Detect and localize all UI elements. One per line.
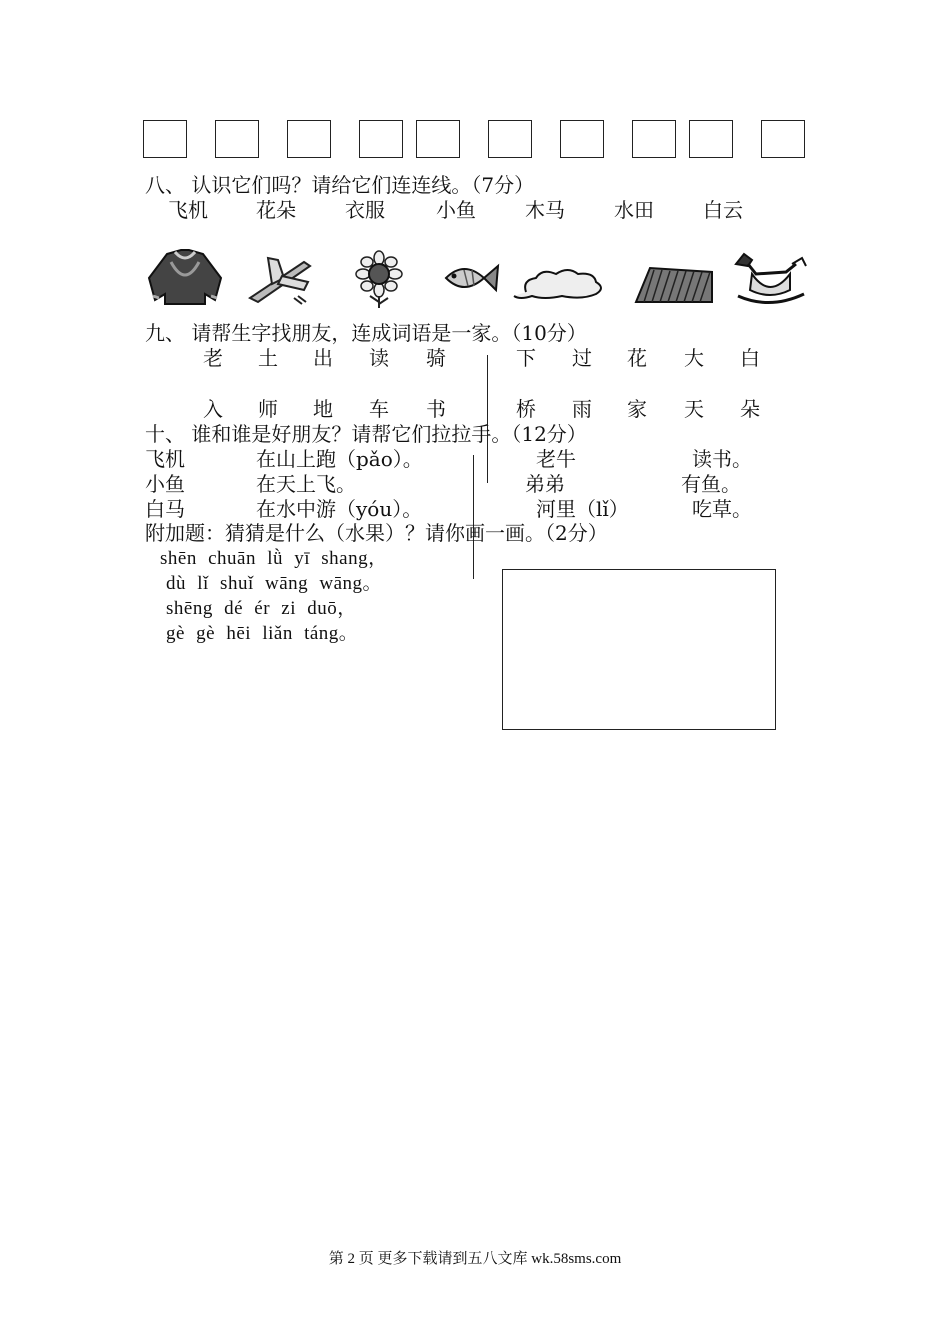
q10-item[interactable]: 老牛 xyxy=(536,447,576,471)
q9-char[interactable]: 桥 xyxy=(516,397,536,421)
cloud-icon[interactable] xyxy=(512,266,608,302)
q9-char[interactable]: 朵 xyxy=(740,397,760,421)
q9-char[interactable]: 入 xyxy=(203,397,223,421)
q10-title: 十、 谁和谁是好朋友？请帮它们拉拉手。（12分） xyxy=(145,422,587,446)
q8-word[interactable]: 木马 xyxy=(525,198,565,222)
airplane-icon[interactable] xyxy=(244,252,316,308)
q8-word[interactable]: 飞机 xyxy=(168,198,208,222)
answer-box[interactable] xyxy=(143,120,187,158)
divider-line xyxy=(473,455,474,579)
q10-item[interactable]: 河里（lǐ） xyxy=(536,497,629,521)
q9-char[interactable]: 地 xyxy=(313,397,333,421)
q10-item[interactable]: 在天上飞。 xyxy=(256,472,356,496)
q8-title: 八、 认识它们吗？请给它们连连线。（7分） xyxy=(145,173,535,197)
answer-box[interactable] xyxy=(689,120,733,158)
q9-char[interactable]: 大 xyxy=(684,346,704,370)
q9-char[interactable]: 家 xyxy=(627,397,647,421)
q9-char[interactable]: 老 xyxy=(203,346,223,370)
q9-title: 九、 请帮生字找朋友，连成词语是一家。（10分） xyxy=(145,321,587,345)
q10-item[interactable]: 弟弟 xyxy=(525,472,565,496)
q9-char[interactable]: 白 xyxy=(740,346,760,370)
q8-word[interactable]: 小鱼 xyxy=(436,198,476,222)
q9-char[interactable]: 天 xyxy=(684,397,704,421)
q9-char[interactable]: 雨 xyxy=(572,397,592,421)
q9-char[interactable]: 花 xyxy=(627,346,647,370)
answer-box[interactable] xyxy=(416,120,460,158)
answer-box[interactable] xyxy=(359,120,403,158)
sunflower-icon[interactable] xyxy=(348,250,410,308)
answer-box[interactable] xyxy=(761,120,805,158)
page-footer: 第 2 页 更多下载请到五八文库 wk.58sms.com xyxy=(328,1251,622,1267)
answer-box[interactable] xyxy=(488,120,532,158)
q9-char[interactable]: 车 xyxy=(369,397,389,421)
q10-item[interactable]: 小鱼 xyxy=(145,472,185,496)
answer-box[interactable] xyxy=(560,120,604,158)
q9-char[interactable]: 骑 xyxy=(426,346,446,370)
rocking-horse-icon[interactable] xyxy=(730,250,810,308)
q10-item[interactable]: 在山上跑（pǎo）。 xyxy=(256,447,423,471)
q9-char[interactable]: 师 xyxy=(258,397,278,421)
q9-char[interactable]: 读 xyxy=(369,346,389,370)
q9-char[interactable]: 过 xyxy=(572,346,592,370)
q8-word[interactable]: 白云 xyxy=(703,198,743,222)
q9-char[interactable]: 书 xyxy=(426,397,446,421)
q10-item[interactable]: 读书。 xyxy=(692,447,752,471)
riddle-line: shēng dé ér zi duō， xyxy=(166,598,357,619)
riddle-line: gè gè hēi liǎn táng。 xyxy=(166,623,359,644)
riddle-line: shēn chuān lǜ yī shang， xyxy=(160,548,388,569)
answer-box[interactable] xyxy=(287,120,331,158)
bonus-title: 附加题：猜猜是什么（水果）？请你画一画。（2分） xyxy=(145,521,608,545)
fish-icon[interactable] xyxy=(438,258,500,298)
q9-char[interactable]: 出 xyxy=(313,346,333,370)
q9-char[interactable]: 下 xyxy=(516,346,536,370)
q10-item[interactable]: 吃草。 xyxy=(692,497,752,521)
q10-item[interactable]: 白马 xyxy=(145,497,185,521)
riddle-line: dù lǐ shuǐ wāng wāng。 xyxy=(166,573,383,594)
q8-word[interactable]: 花朵 xyxy=(256,198,296,222)
q10-item[interactable]: 在水中游（yóu）。 xyxy=(256,497,423,521)
q10-item[interactable]: 有鱼。 xyxy=(681,472,741,496)
drawing-box[interactable] xyxy=(502,569,776,730)
divider-line xyxy=(487,355,488,483)
q9-char[interactable]: 土 xyxy=(258,346,278,370)
paddy-field-icon[interactable] xyxy=(632,262,716,306)
q8-word[interactable]: 水田 xyxy=(614,198,654,222)
q10-item[interactable]: 飞机 xyxy=(145,447,185,471)
answer-box[interactable] xyxy=(632,120,676,158)
answer-box[interactable] xyxy=(215,120,259,158)
sweater-icon[interactable] xyxy=(145,248,225,306)
q8-word[interactable]: 衣服 xyxy=(345,198,385,222)
